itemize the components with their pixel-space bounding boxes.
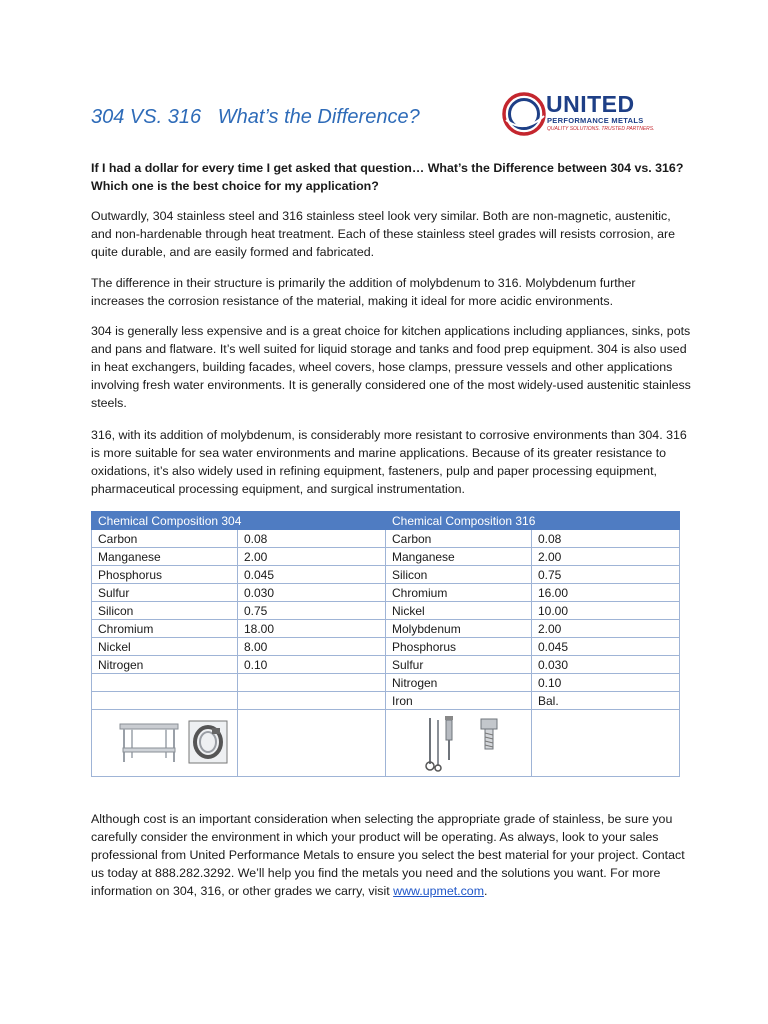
logo-tagline: QUALITY SOLUTIONS. TRUSTED PARTNERS. <box>547 126 655 132</box>
paragraph-316-uses: 316, with its addition of molybdenum, is considerably more resistant to corrosive environments than 304. 316 is more suitable for sea water environments and marine applications. Because of its greater resistance to oxidations, it’s also widely used in refining equipment, fasteners, pulp and paper processing equipment, pharmaceutical processing equipment, and surgical instrumentation. <box>91 428 687 496</box>
table-row <box>92 566 680 584</box>
image-cell-316-empty <box>532 710 680 777</box>
image-cell-316 <box>386 710 532 777</box>
header-304: Chemical Composition 304 <box>92 512 386 530</box>
element-316: Phosphorus <box>386 638 532 656</box>
value-316: 0.030 <box>532 656 680 674</box>
website-link[interactable]: www.upmet.com <box>393 884 485 898</box>
table-row <box>92 584 680 602</box>
paragraph-304-uses: 304 is generally less expensive and is a great choice for kitchen applications including appliances, sinks, pots and pans and flatware. It’s well suited for liquid storage and tanks and food prep equipment. 304 is also used in heat exchangers, building facades, wheel covers, hose clamps, pressure vessels and other applications involving fresh water environments. It is generally considered one of the most widely-used austenitic stainless steels. <box>91 324 691 410</box>
value-316: 2.00 <box>532 548 680 566</box>
value-316: 0.045 <box>532 638 680 656</box>
value-304: 0.045 <box>238 566 386 584</box>
image-cell-304-empty <box>238 710 386 777</box>
page-title: 304 VS. 316 What’s the Difference? <box>91 106 420 128</box>
fastener-image <box>478 718 500 752</box>
element-316: Carbon <box>386 530 532 548</box>
element-304: Manganese <box>92 548 238 566</box>
logo-swoosh-icon <box>500 90 548 142</box>
element-316: Manganese <box>386 548 532 566</box>
value-304: 0.10 <box>238 656 386 674</box>
logo-wordmark: UNITED <box>546 91 635 117</box>
company-logo <box>500 90 660 142</box>
element-316: Chromium <box>386 584 532 602</box>
value-304: 8.00 <box>238 638 386 656</box>
value-316: 0.75 <box>532 566 680 584</box>
element-304: Silicon <box>92 602 238 620</box>
element-316: Nickel <box>386 602 532 620</box>
value-316: 0.08 <box>532 530 680 548</box>
closing-end: . <box>484 884 488 898</box>
intro-question: If I had a dollar for every time I get asked that question… What’s the Difference between 304 vs. 316? Which one is the best choice for my application? <box>91 161 684 193</box>
chemical-composition-table <box>91 511 680 777</box>
table-row <box>92 638 680 656</box>
element-304: Nickel <box>92 638 238 656</box>
paragraph-difference: The difference in their structure is primarily the addition of molybdenum to 316. Molybdenum further increases the corrosion resistance of the material, making it ideal for more acidic environments. <box>91 276 636 308</box>
value-316: 0.10 <box>532 674 680 692</box>
element-304 <box>92 674 238 692</box>
closing-text: Although cost is an important consideration when selecting the appropriate grade of stainless, be sure you carefully consider the environment in which your product will be operating. As always, look to your sales professional from United Performance Metals to ensure you select the best material for your project. Contact us today at 888.282.3292. We’ll help you find the metals you need and the solutions you want. For more information on 304, 316, or other grades we carry, visit <box>91 812 685 898</box>
steel-table-image <box>118 716 180 766</box>
header-316: Chemical Composition 316 <box>386 512 680 530</box>
table-row <box>92 530 680 548</box>
element-304: Sulfur <box>92 584 238 602</box>
element-304: Chromium <box>92 620 238 638</box>
element-316: Nitrogen <box>386 674 532 692</box>
paragraph-appearance: Outwardly, 304 stainless steel and 316 stainless steel look very similar. Both are non-magnetic, austenitic, and non-hardenable through heat treatment. Each of these stainless steel grades will resists corrosion, are quite durable, and are easily formed and fabricated. <box>91 209 676 259</box>
table-row <box>92 674 680 692</box>
table-row <box>92 692 680 710</box>
element-316: Silicon <box>386 566 532 584</box>
logo-subtitle: PERFORMANCE METALS <box>547 116 644 125</box>
surgical-instruments-image <box>420 714 466 772</box>
value-316: 2.00 <box>532 620 680 638</box>
value-316: 10.00 <box>532 602 680 620</box>
value-304: 18.00 <box>238 620 386 638</box>
table-row <box>92 548 680 566</box>
image-cell-304 <box>92 710 238 777</box>
hose-clamp-image <box>188 720 228 764</box>
value-304: 0.75 <box>238 602 386 620</box>
element-316: Molybdenum <box>386 620 532 638</box>
closing-paragraph <box>91 810 691 900</box>
table-header-row <box>92 512 680 530</box>
value-304: 0.030 <box>238 584 386 602</box>
table-row <box>92 602 680 620</box>
element-304: Nitrogen <box>92 656 238 674</box>
value-304: 2.00 <box>238 548 386 566</box>
value-304 <box>238 674 386 692</box>
element-316: Sulfur <box>386 656 532 674</box>
element-304: Phosphorus <box>92 566 238 584</box>
element-316: Iron <box>386 692 532 710</box>
table-row <box>92 656 680 674</box>
value-316: Bal. <box>532 692 680 710</box>
element-304: Carbon <box>92 530 238 548</box>
table-row <box>92 620 680 638</box>
value-304 <box>238 692 386 710</box>
value-316: 16.00 <box>532 584 680 602</box>
table-image-row <box>92 710 680 777</box>
element-304 <box>92 692 238 710</box>
value-304: 0.08 <box>238 530 386 548</box>
